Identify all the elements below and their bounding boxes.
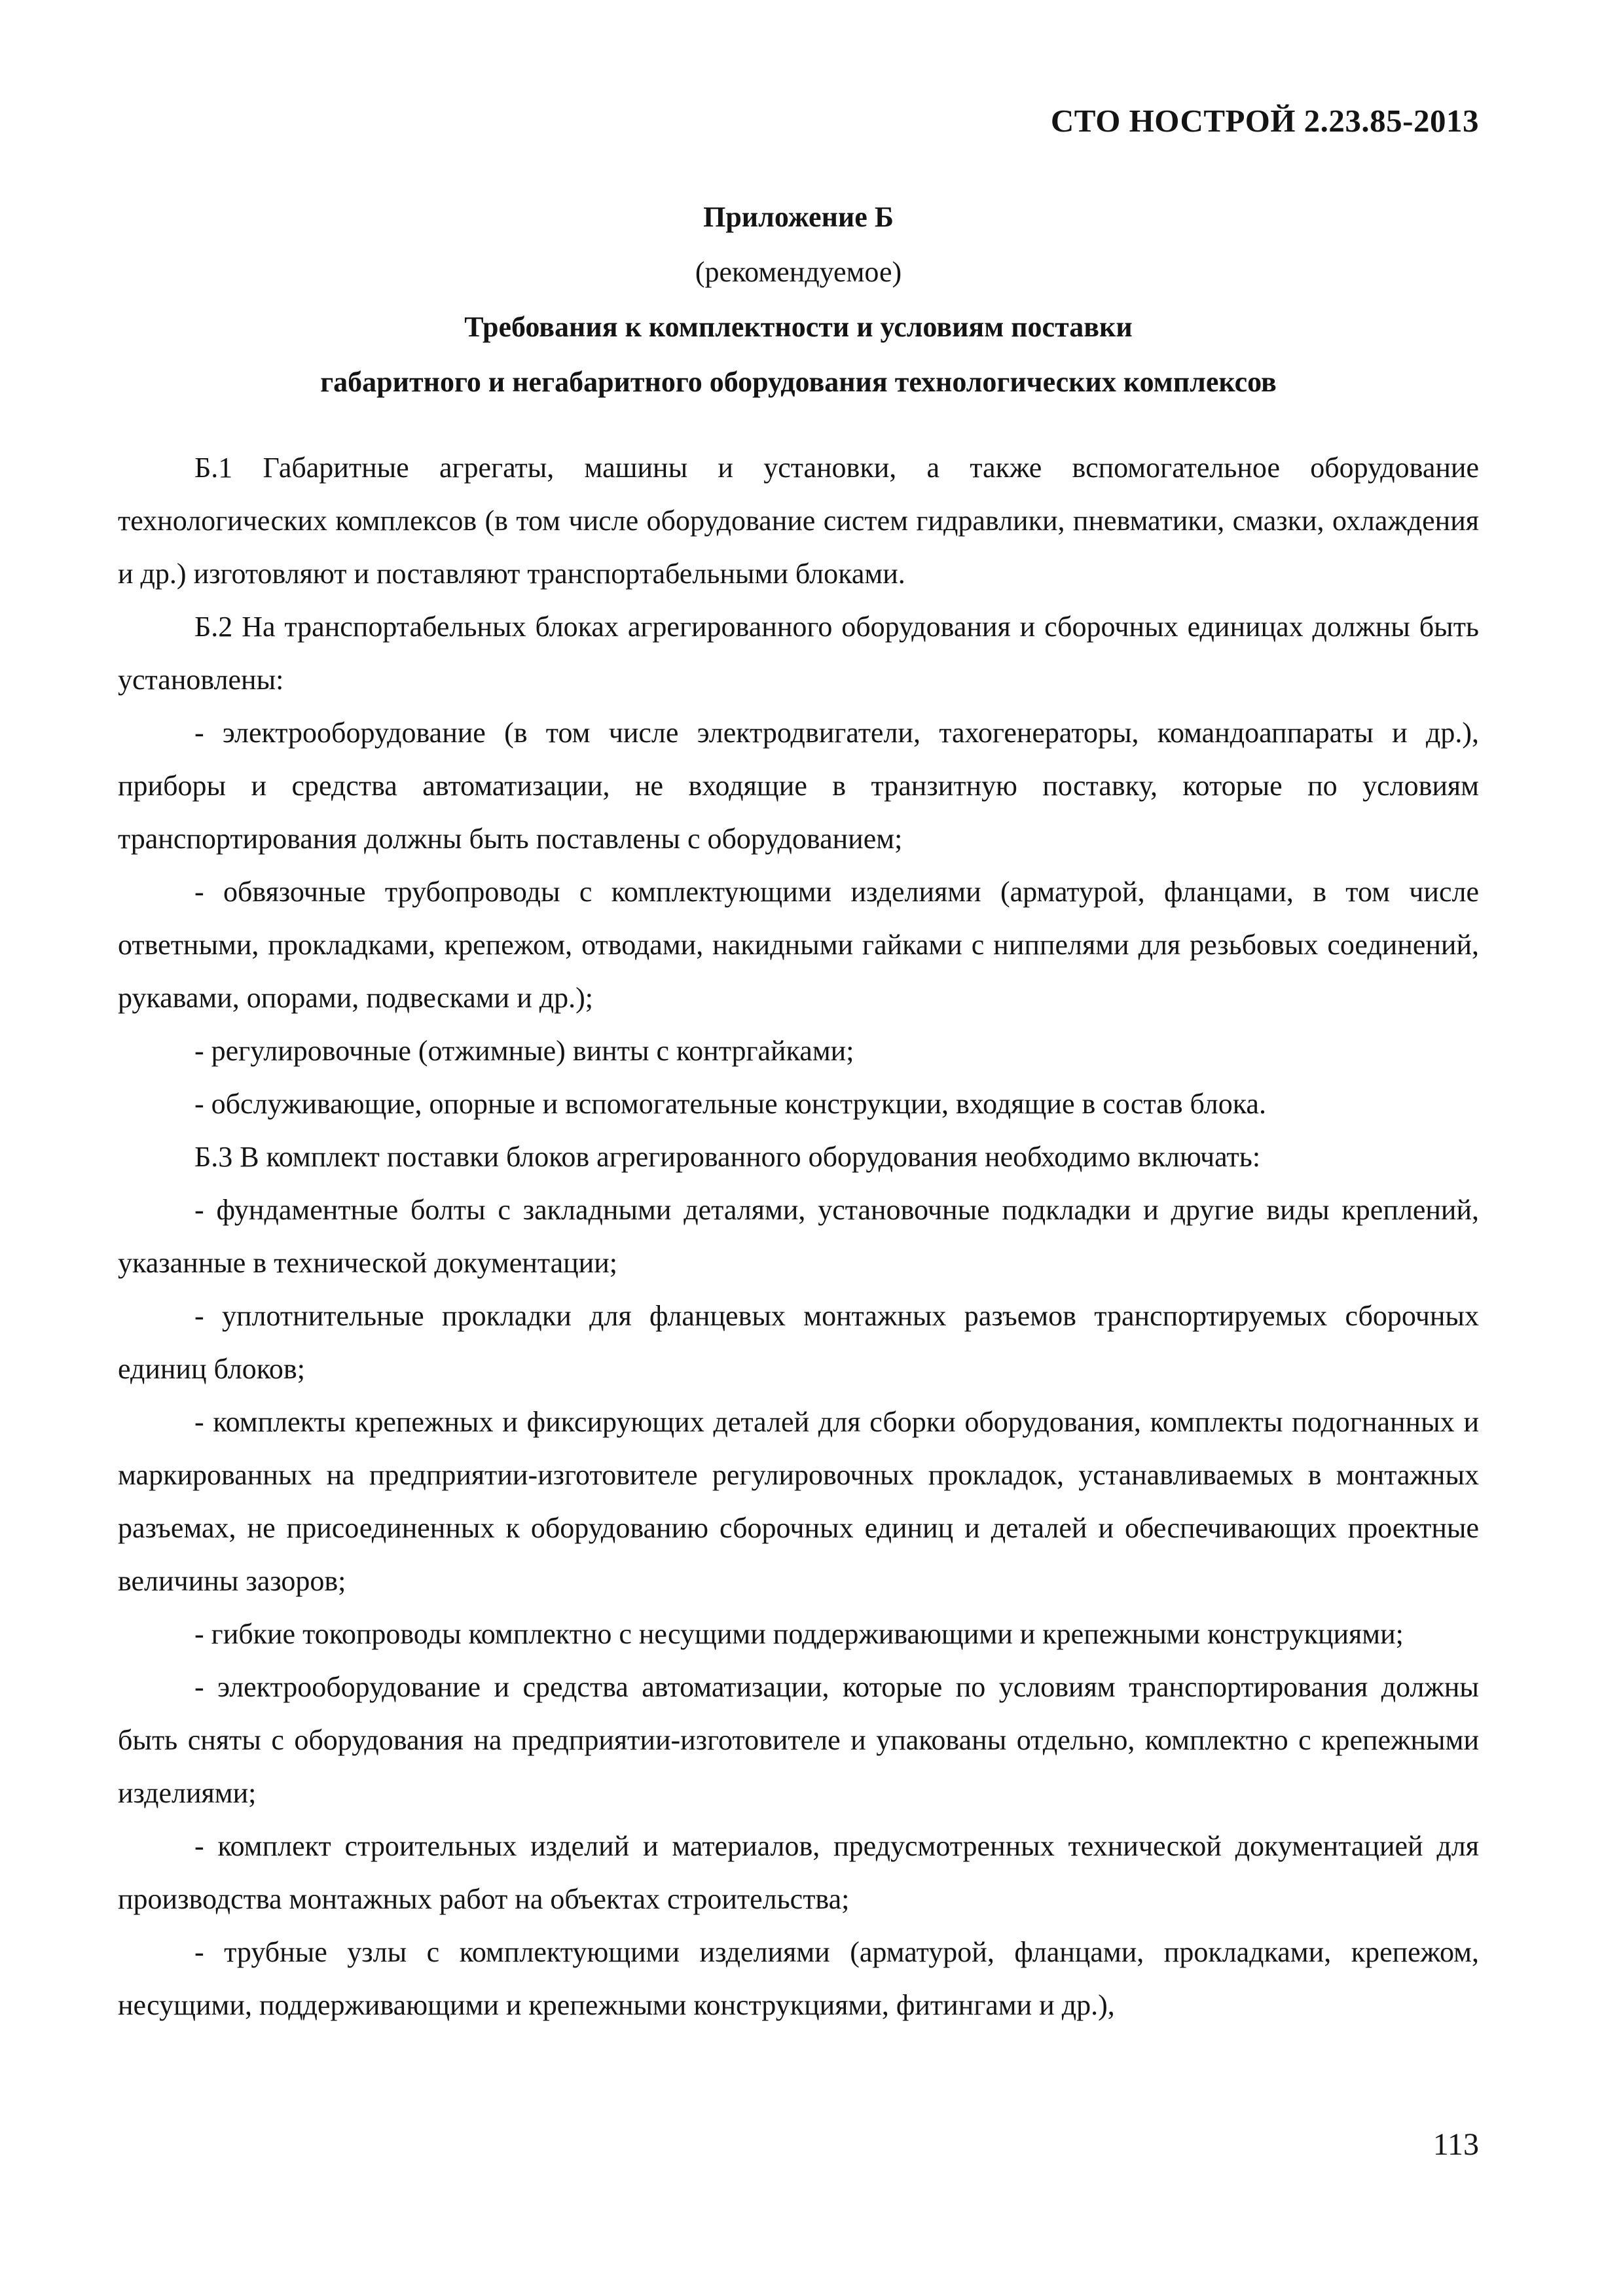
appendix-title: Приложение Б [703, 201, 894, 233]
list-item: - обвязочные трубопроводы с комплектующими изделиями (арматурой, фланцами, в том числе ответными, прокладками, крепежом, отводами, накидными гайками с ниппелями для резьбовых соединений, рукавами, опорами, подвесками и др.); [118, 876, 1479, 1014]
appendix-heading-block [118, 190, 1479, 410]
page-number: 113 [1432, 2127, 1479, 2162]
paragraph-b2: Б.2 На транспортабельных блоках агрегированного оборудования и сборочных единицах должны быть установлены: [118, 611, 1479, 696]
list-item: - электрооборудование (в том числе электродвигатели, тахогенераторы, командоаппараты и др.), приборы и средства автоматизации, не входящие в транзитную поставку, которые по условиям транспортирования должны быть поставлены с оборудованием; [118, 717, 1479, 855]
list-item: - комплект строительных изделий и материалов, предусмотренных технической документацией для производства монтажных работ на объектах строительства; [118, 1830, 1479, 1915]
list-item: - регулировочные (отжимные) винты с контргайками; [194, 1035, 854, 1067]
list-item: - гибкие токопроводы комплектно с несущими поддерживающими и крепежными конструкциями; [194, 1618, 1404, 1650]
paragraph-b1: Б.1 Габаритные агрегаты, машины и установки, а также вспомогательное оборудование технологических комплексов (в том числе оборудование систем гидравлики, пневматики, смазки, охлаждения и др.) изготовляют и поставляют транспортабельными блоками. [118, 452, 1479, 590]
list-item: - обслуживающие, опорные и вспомогательные конструкции, входящие в состав блока. [194, 1088, 1266, 1120]
appendix-heading-line-1: Требования к комплектности и условиям поставки [464, 311, 1133, 343]
list-item: - трубные узлы с комплектующими изделиями (арматурой, фланцами, прокладками, крепежом, несущими, поддерживающими и крепежными конструкциями, фитингами и др.), [118, 1936, 1479, 2021]
appendix-status: (рекомендуемое) [695, 256, 902, 288]
list-item: - электрооборудование и средства автоматизации, которые по условиям транспортирования должны быть сняты с оборудования на предприятии-изготовителе и упакованы отдельно, комплектно с крепежными изделиями; [118, 1671, 1479, 1809]
paragraph-b3: Б.3 В комплект поставки блоков агрегированного оборудования необходимо включать: [194, 1141, 1261, 1173]
appendix-heading-line-2: габаритного и негабаритного оборудования технологических комплексов [320, 366, 1277, 398]
list-item: - комплекты крепежных и фиксирующих деталей для сборки оборудования, комплекты подогнанных и маркированных на предприятии-изготовителе регулировочных прокладок, устанавливаемых в монтажных разъемах, не присоединенных к оборудованию сборочных единиц и деталей и обеспечивающих проектные величины зазоров; [118, 1406, 1479, 1597]
body-text [118, 441, 1479, 2032]
document-code-header: СТО НОСТРОЙ 2.23.85-2013 [1050, 103, 1479, 139]
list-item: - уплотнительные прокладки для фланцевых монтажных разъемов транспортируемых сборочных единиц блоков; [118, 1300, 1479, 1385]
list-item: - фундаментные болты с закладными деталями, установочные подкладки и другие виды креплений, указанные в технической документации; [118, 1194, 1479, 1279]
